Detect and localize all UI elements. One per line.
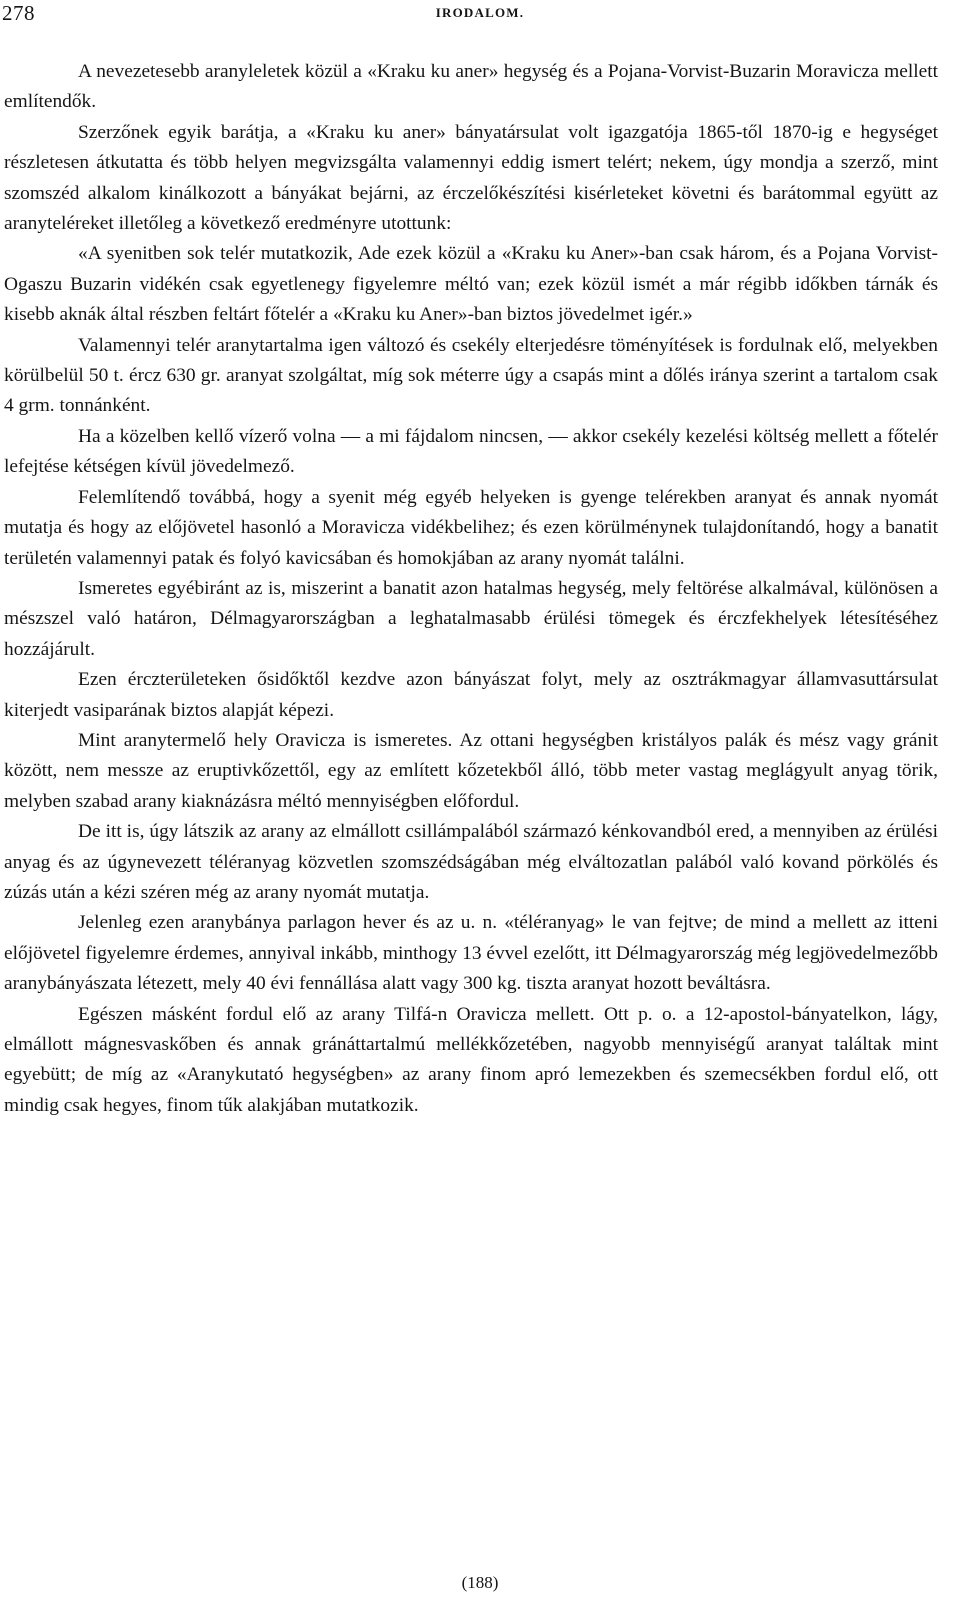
page-number: 278 — [2, 1, 35, 25]
paragraph-11: Jelenleg ezen aranybánya parlagon hever és az u. n. «téléranyag» le van fejtve; de mind a mellett az itteni előjövetel figyelemre érdemes, annyival inkább, minthogy 13 évvel ezelőtt, itt Délmagyarország még legjövedelmezőbb aranybányászata létezett, mely 40 évi fennállása alatt vagy 300 kg. tiszta aranyat hozott beváltásra. — [4, 912, 938, 995]
section-title: IRODALOM. — [435, 5, 525, 20]
paragraph-7: Ismeretes egyébiránt az is, miszerint a banatit azon hatalmas hegység, mely feltörése alkalmával, különösen a mészszel való határon, Délmagyarországban a leghatalmasabb érülési tömegek és érczfekhelyek létesítéséhez hozzájárult. — [4, 577, 938, 660]
paragraph-4: Valamennyi telér aranytartalma igen változó és csekély elterjedésre töményítések is fordulnak elő, melyekben körülbelül 50 t. ércz 630 gr. aranyat szolgáltat, míg sok méterre úgy a csapás mint a dőlés iránya szerint a tartalom csak 4 grm. tonnánként. — [4, 334, 938, 417]
signature-mark: (188) — [461, 1573, 499, 1592]
running-head — [0, 0, 960, 30]
article-body — [4, 57, 938, 1121]
paragraph-12: Egészen másként fordul elő az arany Tilfá-n Oravicza mellett. Ott p. o. a 12-apostol-bányatelkon, lágy, elmállott mágnesvaskőben és annak gránáttartalmú mellékkőzetében, nagyobb mennyiségű aranyat találtak mint egyebütt; de míg az «Aranykutató hegységben» az arany finom apró lemezekben és szemecsékben fordul elő, ott mindig csak hegyes, finom tűk alakjában mutatkozik. — [4, 1003, 938, 1116]
paragraph-6: Felemlítendő továbbá, hogy a syenit még egyéb helyeken is gyenge telérekben aranyat és annak nyomát mutatja és hogy az előjövetel hasonló a Moravicza vidékbelihez; és ezen körülménynek tulajdonítandó, hogy a banatit területén valamennyi patak és folyó kavicsában és homokjában az arany nyomát találni. — [4, 486, 938, 569]
paragraph-10: De itt is, úgy látszik az arany az elmállott csillámpalából származó kénkovandból ered, a mennyiben az érülési anyag és az úgynevezett téléranyag közvetlen szomszédságában még elváltozatlan palából való kovand pörkölés és zúzás után a kézi széren még az arany nyomát mutatja. — [4, 821, 938, 903]
paragraph-1: A nevezetesebb aranyleletek közül a «Kraku ku aner» hegység és a Pojana-Vorvist-Buzarin Moravicza mellett említendők. — [4, 61, 938, 113]
paragraph-9: Mint aranytermelő hely Oravicza is ismeretes. Az ottani hegységben kristályos palák és mész vagy gránit között, nem messze az eruptivkőzettől, egy az említett kőzetekből álló, több meter vastag meglágyult anyag törik, melyben szabad arany kiaknázásra méltó mennyiségben előfordul. — [4, 729, 938, 812]
paragraph-2: Szerzőnek egyik barátja, a «Kraku ku aner» bányatársulat volt igazgatója 1865-től 1870-ig e hegységet részletesen átkutatta és több helyen megvizsgálta valamennyi eddig ismert telért; nekem, úgy mondja a szerző, mint szomszéd alkalom kinálkozott a bányákat bejárni, az érczelőkészítési kisérleteket követni és barátommal együtt az aranyteléreket illetőleg a következő eredményre utottunk: — [4, 121, 938, 235]
paragraph-3: «A syenitben sok telér mutatkozik, Ade ezek közül a «Kraku ku Aner»-ban csak három, és a Pojana Vorvist-Ogaszu Buzarin vidékén csak egyetlenegy figyelemre méltó van; ezek közül ismét a már régibb időkben tárnák és kisebb aknák által részben feltárt főtelér a «Kraku ku Aner»-ban biztos jövedelmet igér.» — [4, 243, 938, 326]
paragraph-5: Ha a közelben kellő vízerő volna — a mi fájdalom nincsen, — akkor csekély kezelési költség mellett a főtelér lefejtése kétségen kívül jövedelmező. — [4, 425, 938, 478]
paragraph-8: Ezen érczterületeken ősidőktől kezdve azon bányászat folyt, mely az osztrákmagyar államvasuttársulat kiterjedt vasiparának biztos alapját képezi. — [4, 669, 938, 721]
